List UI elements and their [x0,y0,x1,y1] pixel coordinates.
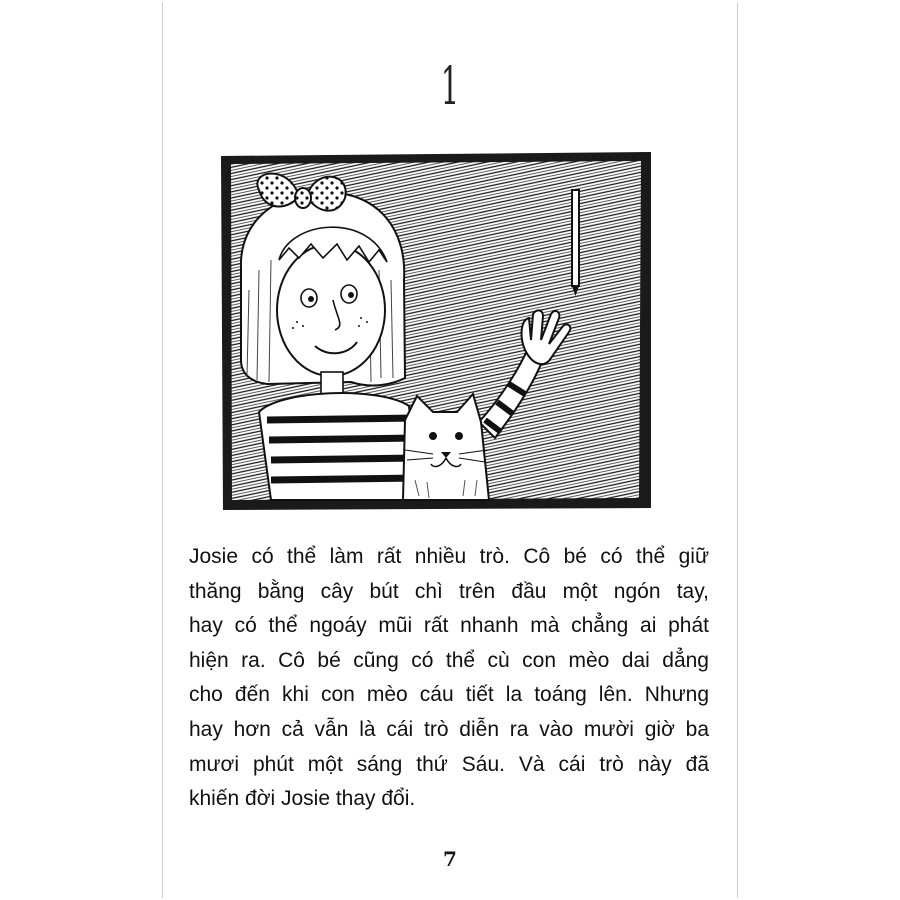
paragraph-line: mươi phút một sáng thứ Sáu. Và cái trò này đã [189,752,709,776]
page-number: 7 [443,847,457,871]
paragraph-line: hay có thể ngoáy mũi rất nhanh mà chẳng ai phát [189,614,709,638]
chapter-number: 1 [440,57,460,117]
paragraph-line: cho đến khi con mèo cáu tiết la toáng lên. Nhưng [189,683,709,707]
paragraph-line: hay hơn cả vẫn là cái trò diễn ra vào mười giờ ba [189,717,709,741]
chapter-illustration [219,150,653,512]
story-paragraph [189,540,709,817]
paragraph-line: Josie có thể làm rất nhiều trò. Cô bé có thể giữ [189,545,709,568]
book-page [162,2,738,898]
paragraph-line: thăng bằng cây bút chì trên đầu một ngón tay, [189,579,709,603]
paragraph-line: hiện ra. Cô bé cũng có thể cù con mèo dai dẳng [189,648,709,672]
paragraph-line: khiến đời Josie thay đổi. [189,787,416,811]
pencil-icon [572,190,579,296]
